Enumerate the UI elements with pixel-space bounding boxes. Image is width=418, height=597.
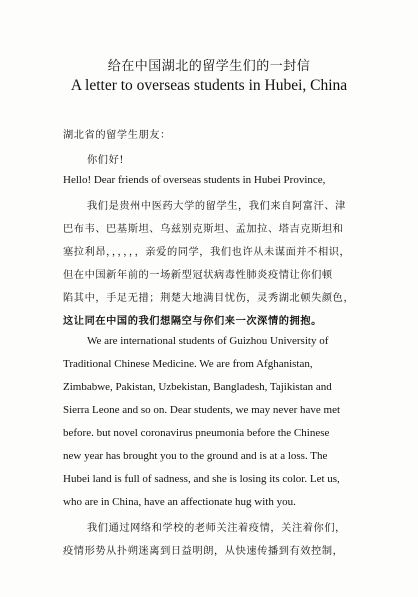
para1-cn-line-1: 我们是贵州中医药大学的留学生，我们来自阿富汗、津 <box>87 201 346 212</box>
title-chinese: 给在中国湖北的留学生们的一封信 <box>107 59 311 74</box>
para1-cn-line-6: 这让同在中国的我们想隔空与你们来一次深情的拥抱。 <box>63 315 322 327</box>
greeting-english: Hello! Dear friends of overseas students in Hubei Province, <box>63 174 326 186</box>
para1-en-line-4: Sierra Leone and so on. Dear students, we may never have met <box>63 404 341 416</box>
para2-cn-line-1: 我们通过网络和学校的老师关注着疫情，关注着你们， <box>87 523 346 534</box>
title-english: A letter to overseas students in Hubei, China <box>70 77 348 94</box>
para1-en-line-7: Hubei land is full of sadness, and she is losing its color. Let us, <box>63 473 340 485</box>
para1-cn-line-2: 巴布韦、巴基斯坦、乌兹别克斯坦、孟加拉、塔吉克斯坦和 <box>63 224 344 235</box>
salutation-chinese: 湖北省的留学生朋友： <box>63 130 171 141</box>
para1-cn-line-4: 但在中国新年前的一场新型冠状病毒性肺炎疫情让你们顿 <box>63 270 333 281</box>
para1-en-line-3: Zimbabwe, Pakistan, Uzbekistan, Bangladesh, Tajikistan and <box>63 381 332 393</box>
para1-en-line-8: who are in China, have an affectionate hug with you. <box>63 496 296 508</box>
para1-cn-line-5: 陷其中，手足无措；荆楚大地满目忧伤，灵秀湖北顿失颜色， <box>63 293 355 304</box>
greeting-chinese: 你们好! <box>87 155 125 166</box>
para1-en-line-2: Traditional Chinese Medicine. We are from Afghanistan, <box>63 358 313 370</box>
para1-cn-line-3: 塞拉利昂，，，，，，亲爱的同学，我们也许从未谋面并不相识， <box>63 247 351 258</box>
para2-cn-line-2: 疫情形势从扑朔迷离到日益明朗，从快速传播到有效控制， <box>63 546 344 557</box>
para1-en-line-6: new year has brought you to the ground and is at a loss. The <box>63 450 328 462</box>
para1-en-line-1: We are international students of Guizhou University of <box>87 335 329 347</box>
para1-en-line-5: before. but novel coronavirus pneumonia before the Chinese <box>63 427 330 439</box>
